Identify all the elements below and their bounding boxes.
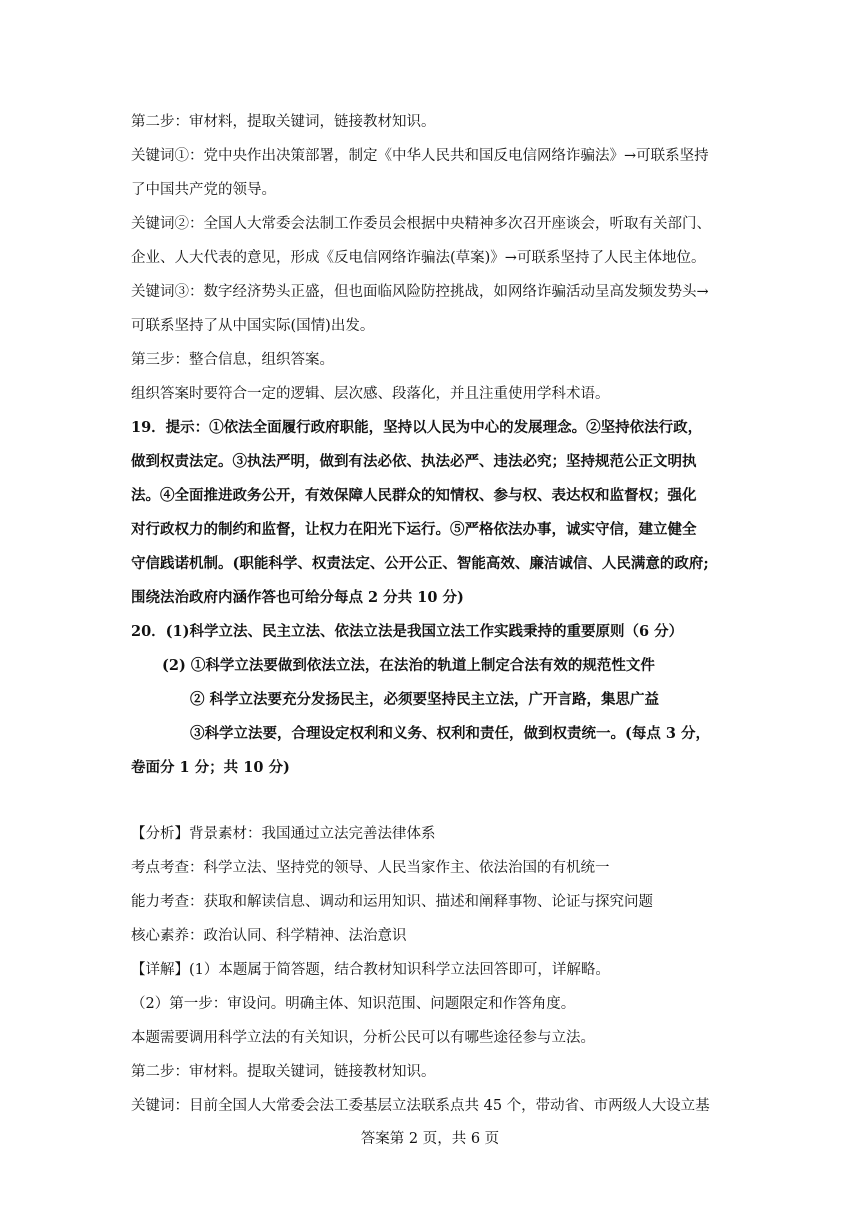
analysis-line: 能力考查：获取和解读信息、调动和运用知识、描述和阐释事物、论证与探究问题 [131,894,653,910]
answer-20-line: 卷面分 1 分；共 10 分) [131,759,290,776]
text-line: 关键词①：党中央作出决策部署，制定《中华人民共和国反电信网络诈骗法》→可联系坚持 [131,148,709,164]
analysis-line: 核心素养：政治认同、科学精神、法治意识 [131,928,407,944]
text-line: 关键词②：全国人大常委会法制工作委员会根据中央精神多次召开座谈会，听取有关部门、 [131,216,711,232]
text-line: 组织答案时要符合一定的逻辑、层次感、段落化，并且注重使用学科术语。 [131,386,610,402]
answer-19-line: 守信践诺机制。(职能科学、权责法定、公开公正、智能高效、廉洁诚信、人民满意的政府; [131,555,709,572]
answer-20-line: ② 科学立法要充分发扬民主，必须要坚持民主立法，广开言路，集思广益 [190,691,660,708]
detail-line: 【详解】(1）本题属于简答题，结合教材知识科学立法回答即可，详解略。 [131,962,610,978]
answer-19-line: 对行政权力的制约和监督，让权力在阳光下运行。⑤严格依法办事，诚实守信，建立健全 [131,521,697,538]
text-line: 企业、人大代表的意见，形成《反电信网络诈骗法(草案)》→可联系坚持了人民主体地位。 [131,250,706,266]
text-line: 第三步：整合信息，组织答案。 [131,352,334,368]
analysis-line: 考点考查：科学立法、坚持党的领导、人民当家作主、依法治国的有机统一 [131,860,610,876]
answer-19-line: 法。④全面推进政务公开，有效保障人民群众的知情权、参与权、表达权和监督权；强化 [131,487,697,504]
detail-line: 第二步：审材料。提取关键词，链接教材知识。 [131,1064,436,1080]
text-line: 关键词③：数字经济势头正盛，但也面临风险防控挑战，如网络诈骗活动呈高发频发势头→ [131,284,709,300]
analysis-line: 【分析】背景素材：我国通过立法完善法律体系 [131,826,436,842]
page-footer: 答案第 2 页，共 6 页 [360,1131,500,1147]
text-line: 可联系坚持了从中国实际(国情)出发。 [131,318,375,334]
answer-19-line: 做到权责法定。③执法严明，做到有法必依、执法必严、违法必究；坚持规范公正文明执 [131,453,697,470]
answer-19-line: 19．提示：①依法全面履行政府职能，坚持以人民为中心的发展理念。②坚持依法行政， [131,419,703,436]
answer-20-line: (2) ①科学立法要做到依法立法，在法治的轨道上制定合法有效的规范性文件 [162,657,655,674]
detail-line: （2）第一步：审设问。明确主体、知识范围、问题限定和作答角度。 [131,996,576,1012]
answer-20-line: 20．(1)科学立法、民主立法、依法立法是我国立法工作实践秉持的重要原则（6 分） [131,623,684,640]
detail-line: 关键词：目前全国人大常委会法工委基层立法联系点共 45 个，带动省、市两级人大设立基 [131,1098,710,1114]
text-line: 第二步：审材料，提取关键词，链接教材知识。 [131,114,436,130]
detail-line: 本题需要调用科学立法的有关知识，分析公民可以有哪些途径参与立法。 [131,1030,595,1046]
answer-20-line: ③科学立法要，合理设定权利和义务、权利和责任，做到权责统一。(每点 3 分， [190,725,711,742]
answer-19-line: 围绕法治政府内涵作答也可给分每点 2 分共 10 分) [131,589,464,606]
text-line: 了中国共产党的领导。 [131,182,276,198]
